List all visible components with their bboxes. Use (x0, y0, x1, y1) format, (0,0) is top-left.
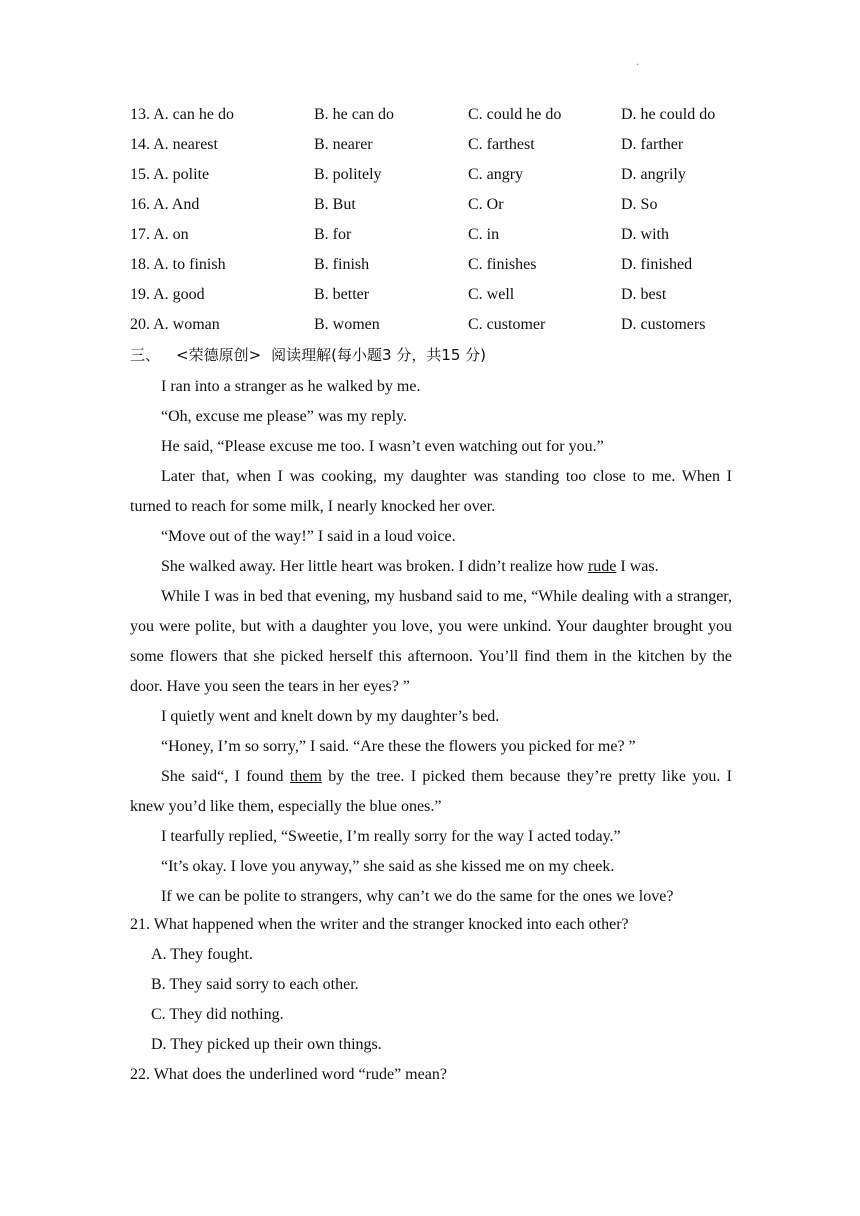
option-row-16 (130, 190, 750, 220)
option-row-18 (130, 250, 750, 280)
option-b: B. for (314, 226, 352, 243)
option-b: B. women (314, 316, 380, 333)
paragraph (130, 762, 732, 822)
section-heading (130, 340, 486, 370)
reading-questions (130, 910, 732, 1090)
reading-passage (130, 372, 732, 912)
option-c: C. customer (468, 316, 546, 333)
paragraph: He said, “Please excuse me too. I wasn’t even watching out for you.” (161, 438, 604, 455)
paragraph: “Move out of the way!” I said in a loud voice. (161, 528, 456, 545)
paragraph: I ran into a stranger as he walked by me. (161, 378, 421, 395)
option-d: D. he could do (621, 106, 716, 123)
section-number: 三、 (130, 346, 161, 364)
option-c: C. Or (468, 196, 504, 213)
option-c: C. angry (468, 166, 524, 183)
section-tag: <荣德原创> (176, 346, 262, 364)
section-title: 阅读理解(每小题3 分，共15 分) (271, 346, 487, 364)
option-d: D. customers (621, 316, 706, 333)
option-c: C. finishes (468, 256, 537, 273)
option-c: C. well (468, 286, 515, 303)
text: I was. (616, 558, 659, 575)
option-b: B. politely (314, 166, 382, 183)
option-a: 20. A. woman (130, 316, 220, 333)
option-a: 19. A. good (130, 286, 205, 303)
option-row-15 (130, 160, 750, 190)
underlined-word-rude: rude (587, 558, 617, 575)
option-d: D. best (621, 286, 667, 303)
cloze-options (130, 100, 750, 340)
question-21-choice-d: D. They picked up their own things. (151, 1036, 382, 1053)
paragraph (130, 552, 732, 582)
option-b: B. finish (314, 256, 370, 273)
option-d: D. finished (621, 256, 693, 273)
option-a: 15. A. polite (130, 166, 210, 183)
paragraph: Later that, when I was cooking, my daughter was standing too close to me. When I turned to reach for some milk, I nearly knocked her over. (130, 468, 732, 515)
text: She said“, I found (161, 768, 290, 785)
text: She walked away. Her little heart was broken. I didn’t realize how (161, 558, 588, 575)
question-21-choice-c: C. They did nothing. (151, 1006, 284, 1023)
option-b: B. he can do (314, 106, 394, 123)
option-row-13 (130, 100, 750, 130)
paragraph: “It’s okay. I love you anyway,” she said as she kissed me on my cheek. (161, 858, 615, 875)
text: by the tree. I picked them because they’re pretty like you. I knew you’d like them, especially the blue ones.” (130, 768, 733, 815)
option-b: B. But (314, 196, 356, 213)
paragraph: If we can be polite to strangers, why can’t we do the same for the ones we love? (161, 888, 674, 905)
corner-mark: . (636, 54, 639, 68)
paragraph: I tearfully replied, “Sweetie, I’m really sorry for the way I acted today.” (161, 828, 621, 845)
option-row-19 (130, 280, 750, 310)
option-d: D. angrily (621, 166, 686, 183)
question-22-stem: 22. What does the underlined word “rude” mean? (130, 1066, 447, 1083)
paragraph: I quietly went and knelt down by my daughter’s bed. (161, 708, 500, 725)
paragraph: “Honey, I’m so sorry,” I said. “Are these the flowers you picked for me? ” (161, 738, 636, 755)
option-b: B. nearer (314, 136, 373, 153)
option-row-14 (130, 130, 750, 160)
option-row-17 (130, 220, 750, 250)
option-row-20 (130, 310, 750, 340)
option-b: B. better (314, 286, 370, 303)
option-a: 17. A. on (130, 226, 189, 243)
option-a: 18. A. to finish (130, 256, 226, 273)
underlined-word-them: them (289, 768, 322, 785)
option-c: C. in (468, 226, 500, 243)
option-a: 16. A. And (130, 196, 200, 213)
option-c: C. farthest (468, 136, 535, 153)
option-d: D. So (621, 196, 658, 213)
paragraph: “Oh, excuse me please” was my reply. (161, 408, 407, 425)
option-c: C. could he do (468, 106, 562, 123)
question-21-choice-a: A. They fought. (151, 946, 253, 963)
question-21-choice-b: B. They said sorry to each other. (151, 976, 359, 993)
option-d: D. farther (621, 136, 684, 153)
paragraph: While I was in bed that evening, my husband said to me, “While dealing with a stranger, you were polite, but with a daughter you love, you were unkind. Your daughter brought you some flowers that she picked herself this afternoon. You’ll find them in the kitchen by the door. Have you seen the tears in her eyes? ” (130, 588, 732, 695)
question-21-stem: 21. What happened when the writer and the stranger knocked into each other? (130, 916, 629, 933)
option-d: D. with (621, 226, 669, 243)
option-a: 13. A. can he do (130, 106, 234, 123)
option-a: 14. A. nearest (130, 136, 218, 153)
